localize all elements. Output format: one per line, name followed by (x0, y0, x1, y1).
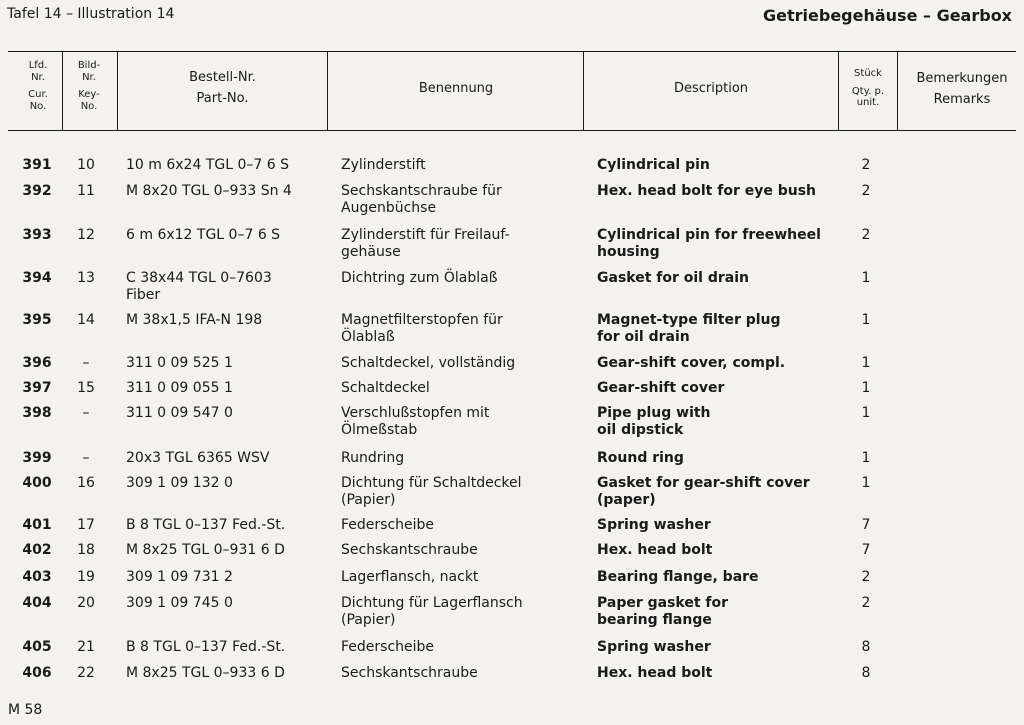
cell-part-no (126, 665, 285, 682)
cell-part-no-line: 311 0 09 055 1 (126, 380, 233, 396)
cell-part-no-line: M 38x1,5 IFA-N 198 (126, 312, 263, 328)
cell-qty: 1 (861, 450, 871, 466)
cell-benennung (341, 665, 478, 682)
column-divider (117, 52, 118, 130)
cell-description (597, 270, 749, 287)
cell-part-no-line: M 8x20 TGL 0–933 Sn 4 (126, 183, 292, 199)
cell-part-no (126, 355, 233, 372)
cell-cur-no: 395 (22, 312, 52, 328)
cell-part-no-line: M 8x25 TGL 0–931 6 D (126, 542, 285, 558)
cell-qty: 1 (861, 355, 871, 371)
page-header-left: Tafel 14 – Illustration 14 (7, 6, 175, 22)
cell-description (597, 312, 781, 346)
cell-description (597, 183, 816, 200)
cell-key-no: 21 (77, 639, 95, 655)
cell-description-line: Round ring (597, 450, 684, 466)
cell-cur-no: 394 (22, 270, 52, 286)
cell-benennung-line: Federscheibe (341, 639, 435, 655)
cell-description (597, 517, 711, 534)
cell-part-no-line: B 8 TGL 0–137 Fed.-St. (126, 517, 286, 533)
cell-qty: 8 (861, 639, 871, 655)
cell-qty: 7 (861, 517, 871, 533)
cell-description-line: Bearing flange, bare (597, 569, 759, 585)
cell-description-line: Pipe plug with (597, 405, 711, 421)
page-header-right: Getriebegehäuse – Gearbox (763, 6, 1012, 25)
cell-part-no (126, 312, 262, 329)
cell-part-no (126, 595, 233, 612)
cell-qty: 2 (861, 569, 871, 585)
cell-description (597, 665, 712, 682)
cell-part-no-line: M 8x25 TGL 0–933 6 D (126, 665, 285, 681)
cell-benennung (341, 183, 502, 217)
cell-benennung-line: Rundring (341, 450, 405, 466)
cell-benennung (341, 595, 523, 629)
cell-benennung (341, 405, 489, 439)
cell-description-line: Cylindrical pin for freewheel (597, 227, 821, 243)
cell-part-no-line: C 38x44 TGL 0–7603 (126, 270, 272, 286)
column-divider (583, 52, 584, 130)
cell-qty: 7 (861, 542, 871, 558)
cell-cur-no: 400 (22, 475, 52, 491)
cell-part-no-line: 309 1 09 745 0 (126, 595, 233, 611)
cell-benennung-line: Sechskantschraube (341, 665, 478, 681)
cell-benennung (341, 450, 404, 467)
column-divider (327, 52, 328, 130)
cell-benennung (341, 312, 503, 346)
cell-key-no: – (82, 355, 90, 371)
cell-description-line: Gear-shift cover (597, 380, 725, 396)
cell-description-line: oil dipstick (597, 422, 684, 438)
cell-description-line: Hex. head bolt (597, 665, 713, 681)
cell-benennung-line: Zylinderstift (341, 157, 426, 173)
cell-key-no: – (82, 405, 90, 421)
cell-cur-no: 403 (22, 569, 52, 585)
cell-part-no (126, 227, 280, 244)
cell-key-no: 10 (77, 157, 95, 173)
cell-part-no-line: 10 m 6x24 TGL 0–7 6 S (126, 157, 289, 173)
cell-part-no-line: B 8 TGL 0–137 Fed.-St. (126, 639, 286, 655)
cell-benennung (341, 569, 478, 586)
cell-part-no-line: 20x3 TGL 6365 WSV (126, 450, 270, 466)
cell-description (597, 639, 711, 656)
cell-description-line: Hex. head bolt for eye bush (597, 183, 817, 199)
cell-benennung-line: Schaltdeckel (341, 380, 430, 396)
cell-description-line: Cylindrical pin (597, 157, 710, 173)
cell-description (597, 542, 712, 559)
col-header-qty: Stück Qty. p. unit. (851, 68, 885, 108)
cell-cur-no: 401 (22, 517, 52, 533)
column-divider (897, 52, 898, 130)
cell-part-no-line: 311 0 09 547 0 (126, 405, 233, 421)
cell-benennung-line: Augenbüchse (341, 200, 437, 216)
cell-part-no (126, 569, 233, 586)
cell-qty: 2 (861, 595, 871, 611)
col-header-remarks: Bemerkungen Remarks (916, 71, 1008, 107)
cell-qty: 1 (861, 270, 871, 286)
cell-qty: 2 (861, 157, 871, 173)
cell-benennung (341, 227, 510, 261)
cell-benennung-line: Dichtung für Schaltdeckel (341, 475, 522, 491)
cell-description (597, 157, 710, 174)
cell-description-line: Gasket for gear-shift cover (597, 475, 810, 491)
cell-cur-no: 396 (22, 355, 52, 371)
cell-description-line: for oil drain (597, 329, 690, 345)
cell-part-no (126, 183, 292, 200)
col-header-part: Bestell-Nr. Part-No. (189, 70, 256, 106)
cell-benennung-line: Lagerflansch, nackt (341, 569, 479, 585)
cell-part-no-line: 309 1 09 731 2 (126, 569, 233, 585)
cell-qty: 1 (861, 380, 871, 396)
cell-part-no (126, 270, 272, 304)
cell-benennung (341, 270, 498, 287)
cell-benennung-line: Magnetfilterstopfen für (341, 312, 503, 328)
cell-benennung-line: Schaltdeckel, vollständig (341, 355, 516, 371)
cell-description-line: Gasket for oil drain (597, 270, 749, 286)
cell-description-line: Spring washer (597, 517, 711, 533)
cell-description (597, 355, 785, 372)
cell-key-no: 19 (77, 569, 95, 585)
cell-key-no: 14 (77, 312, 95, 328)
cell-key-no: 13 (77, 270, 95, 286)
cell-cur-no: 405 (22, 639, 52, 655)
cell-description-line: Magnet-type filter plug (597, 312, 781, 328)
cell-part-no (126, 157, 289, 174)
cell-benennung (341, 542, 478, 559)
cell-description (597, 380, 724, 397)
cell-benennung-line: gehäuse (341, 244, 401, 260)
cell-cur-no: 397 (22, 380, 52, 396)
cell-benennung (341, 355, 515, 372)
cell-cur-no: 398 (22, 405, 52, 421)
cell-part-no-line: 309 1 09 132 0 (126, 475, 233, 491)
cell-key-no: 11 (77, 183, 95, 199)
cell-benennung-line: Federscheibe (341, 517, 435, 533)
cell-cur-no: 402 (22, 542, 52, 558)
cell-key-no: 12 (77, 227, 95, 243)
column-divider (838, 52, 839, 130)
column-divider (62, 52, 63, 130)
cell-benennung-line: Dichtung für Lagerflansch (341, 595, 523, 611)
cell-benennung-line: Verschlußstopfen mit (341, 405, 490, 421)
cell-benennung (341, 639, 434, 656)
cell-part-no (126, 405, 233, 422)
cell-description-line: (paper) (597, 492, 656, 508)
cell-part-no (126, 517, 285, 534)
cell-benennung (341, 517, 434, 534)
cell-part-no (126, 639, 285, 656)
cell-benennung-line: Dichtring zum Ölablaß (341, 270, 498, 286)
col-header-nr: Lfd. Nr. Cur. No. (28, 60, 48, 112)
cell-key-no: 22 (77, 665, 95, 681)
cell-part-no-line: 6 m 6x12 TGL 0–7 6 S (126, 227, 281, 243)
cell-qty: 8 (861, 665, 871, 681)
cell-cur-no: 406 (22, 665, 52, 681)
cell-qty: 1 (861, 312, 871, 328)
col-header-description: Description (673, 81, 749, 96)
cell-key-no: 17 (77, 517, 95, 533)
cell-description-line: bearing flange (597, 612, 712, 628)
header-rule-top (8, 51, 1016, 52)
cell-key-no: 16 (77, 475, 95, 491)
cell-qty: 2 (861, 227, 871, 243)
cell-key-no: 18 (77, 542, 95, 558)
cell-benennung (341, 157, 426, 174)
cell-description-line: housing (597, 244, 660, 260)
cell-cur-no: 392 (22, 183, 52, 199)
cell-description (597, 569, 759, 586)
cell-description-line: Paper gasket for (597, 595, 729, 611)
cell-part-no (126, 542, 285, 559)
cell-description (597, 475, 810, 509)
cell-qty: 1 (861, 475, 871, 491)
cell-part-no-line: Fiber (126, 287, 161, 303)
col-header-key: Bild- Nr. Key- No. (77, 60, 101, 112)
cell-benennung-line: Ölablaß (341, 329, 395, 345)
col-header-benennung: Benennung (418, 81, 494, 96)
cell-description-line: Gear-shift cover, compl. (597, 355, 786, 371)
cell-benennung (341, 380, 430, 397)
cell-part-no (126, 475, 233, 492)
header-rule-bottom (8, 130, 1016, 131)
cell-benennung-line: Sechskantschraube für (341, 183, 502, 199)
cell-benennung (341, 475, 522, 509)
cell-qty: 1 (861, 405, 871, 421)
cell-benennung-line: Sechskantschraube (341, 542, 478, 558)
cell-part-no-line: 311 0 09 525 1 (126, 355, 233, 371)
cell-cur-no: 393 (22, 227, 52, 243)
cell-description (597, 405, 711, 439)
cell-part-no (126, 450, 270, 467)
cell-cur-no: 404 (22, 595, 52, 611)
cell-cur-no: 391 (22, 157, 52, 173)
cell-description-line: Spring washer (597, 639, 711, 655)
cell-benennung-line: Ölmeßstab (341, 422, 418, 438)
cell-benennung-line: (Papier) (341, 492, 396, 508)
cell-description-line: Hex. head bolt (597, 542, 713, 558)
cell-benennung-line: (Papier) (341, 612, 396, 628)
cell-cur-no: 399 (22, 450, 52, 466)
cell-key-no: – (82, 450, 90, 466)
cell-key-no: 20 (77, 595, 95, 611)
cell-description (597, 595, 728, 629)
cell-benennung-line: Zylinderstift für Freilauf- (341, 227, 510, 243)
cell-key-no: 15 (77, 380, 95, 396)
page-number: M 58 (8, 702, 43, 718)
cell-part-no (126, 380, 233, 397)
cell-description (597, 450, 684, 467)
cell-description (597, 227, 821, 261)
cell-qty: 2 (861, 183, 871, 199)
